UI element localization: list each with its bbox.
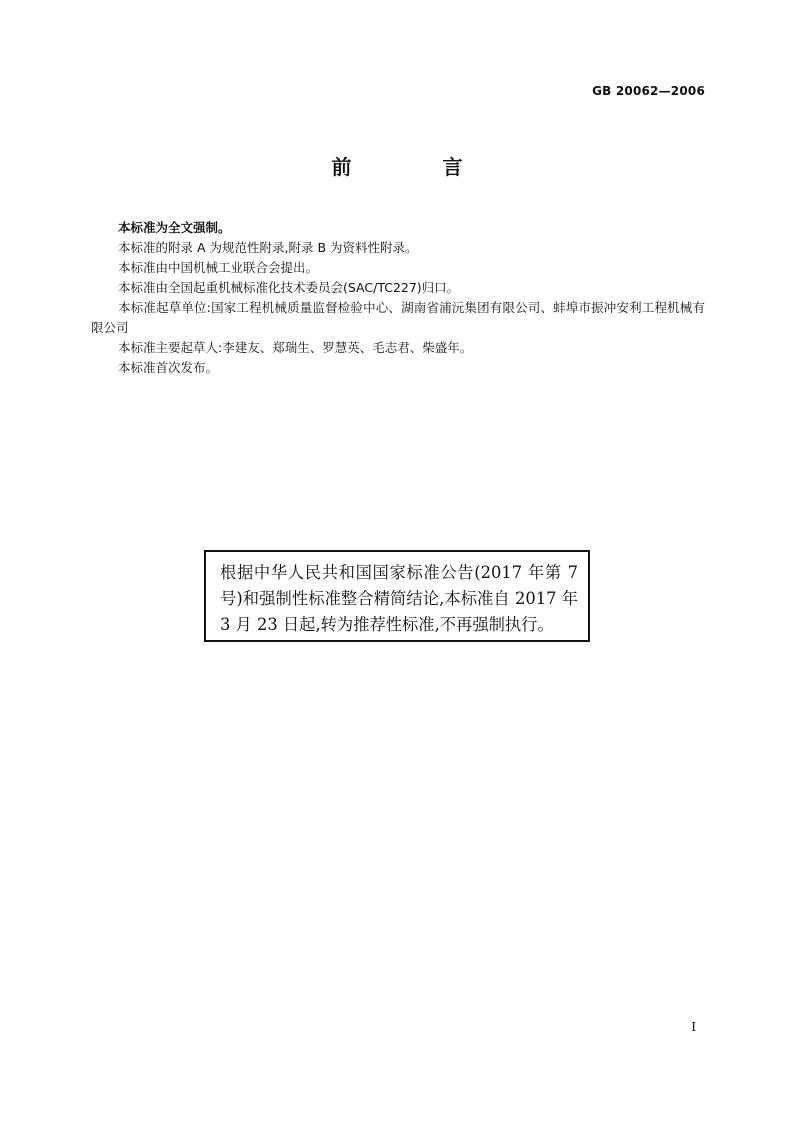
foreword-body	[91, 218, 705, 378]
foreword-paragraph: 本标准起草单位:国家工程机械质量监督检验中心、湖南省浦沅集团有限公司、蚌埠市振冲安利工程机械有限公司	[91, 300, 705, 335]
standard-code: GB 20062—2006	[592, 84, 705, 98]
foreword-paragraph: 本标准由全国起重机械标准化技术委员会(SAC/TC227)归口。	[118, 280, 460, 295]
foreword-paragraph: 本标准由中国机械工业联合会提出。	[118, 260, 319, 275]
foreword-paragraph: 本标准主要起草人:李建友、郑瑞生、罗慧英、毛志君、柴盛年。	[118, 340, 473, 355]
page-title: 前 言	[331, 155, 505, 179]
foreword-paragraph: 本标准为全文强制。	[118, 220, 231, 235]
page-number: I	[691, 1020, 696, 1034]
notice-box: 根据中华人民共和国国家标准公告(2017 年第 7 号)和强制性标准整合精简结论,本标准自 2017 年 3 月 23 日起,转为推荐性标准,不再强制执行。	[204, 550, 590, 642]
foreword-paragraph: 本标准首次发布。	[118, 360, 219, 375]
foreword-paragraph: 本标准的附录 A 为规范性附录,附录 B 为资料性附录。	[118, 240, 418, 255]
